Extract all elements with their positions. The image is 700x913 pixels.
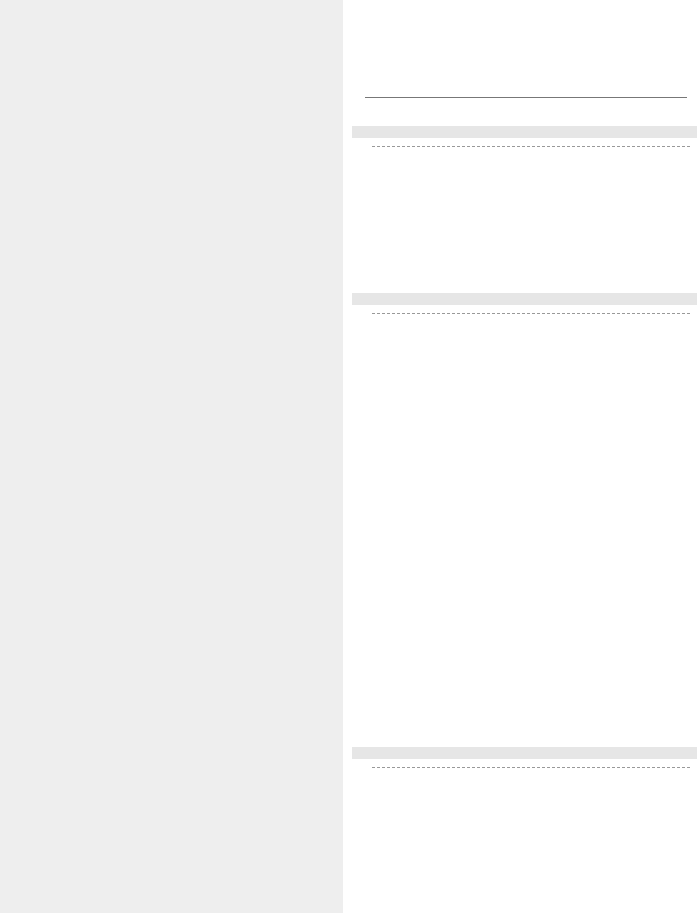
section-divider — [372, 146, 690, 147]
section-divider — [372, 767, 690, 768]
section-divider — [372, 313, 690, 314]
header-issue-info — [478, 81, 506, 93]
section-bar — [352, 293, 697, 305]
section-bar — [352, 126, 697, 138]
masthead-panel — [0, 0, 343, 913]
header-divider — [365, 97, 687, 98]
section-bar — [352, 747, 697, 759]
